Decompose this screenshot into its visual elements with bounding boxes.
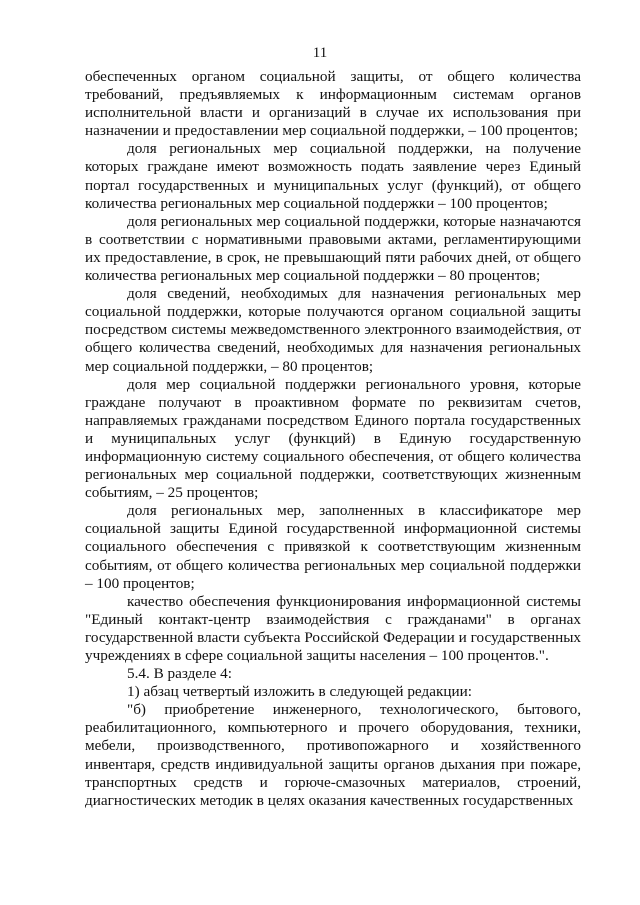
- paragraph-10: "б) приобретение инженерного, технологического, бытового, реабилитационного, компьютерного и прочего оборудования, техники, мебели, производственного, противопожарного и хозяйственного инвентаря, средств индивидуальной защиты органов дыхания при пожаре, транспортных средств и горюче-смазочных материалов, строений, диагностических методик в целях оказания качественных государственных: [85, 701, 581, 809]
- paragraph-2: доля региональных мер социальной поддержки, на получение которых граждане имеют возможность подать заявление через Единый портал государственных и муниципальных услуг (функций), от общего количества региональных мер социальной поддержки – 100 процентов;: [85, 140, 581, 212]
- paragraph-3: доля региональных мер социальной поддержки, которые назначаются в соответствии с нормативными правовыми актами, регламентирующими их предоставление, в срок, не превышающий пяти рабочих дней, от общего количества региональных мер социальной поддержки – 80 процентов;: [85, 212, 581, 285]
- page-number: 11: [312, 45, 328, 61]
- paragraph-4: доля сведений, необходимых для назначения региональных мер социальной поддержки, которые получаются органом социальной защиты посредством системы межведомственного электронного взаимодействия, от общего количества сведений, необходимых для назначения региональных мер социальной поддержки, – 80 процентов;: [85, 285, 581, 375]
- paragraph-1: обеспеченных органом социальной защиты, от общего количества требований, предъявляемых к информационным системам органов исполнительной власти и организаций в случае их использования при назначении и предоставлении мер социальной поддержки, – 100 процентов;: [85, 68, 581, 140]
- paragraph-9: 1) абзац четвертый изложить в следующей редакции:: [127, 683, 472, 701]
- paragraph-6: доля региональных мер, заполненных в классификаторе мер социальной защиты Единой государственной информационной системы социального обеспечения с привязкой к соответствующим жизненным событиям, от общего количества региональных мер социальной поддержки – 100 процентов;: [85, 502, 581, 592]
- paragraph-7: качество обеспечения функционирования информационной системы "Единый контакт-центр взаимодействия с гражданами" в органах государственной власти субъекта Российской Федерации и государственных учреждениях в сфере социальной защиты населения – 100 процентов.".: [85, 592, 581, 664]
- document-body: [85, 68, 581, 810]
- section-heading: 5.4. В разделе 4:: [127, 665, 232, 683]
- paragraph-5: доля мер социальной поддержки регионального уровня, которые граждане получают в проактивном формате по реквизитам счетов, направляемых гражданами посредством Единого портала государственных и муниципальных услуг (функций) в Единую государственную информационную систему социального обеспечения, от общего количества региональных мер социальной поддержки, соответствующих жизненным событиям, – 25 процентов;: [85, 375, 581, 502]
